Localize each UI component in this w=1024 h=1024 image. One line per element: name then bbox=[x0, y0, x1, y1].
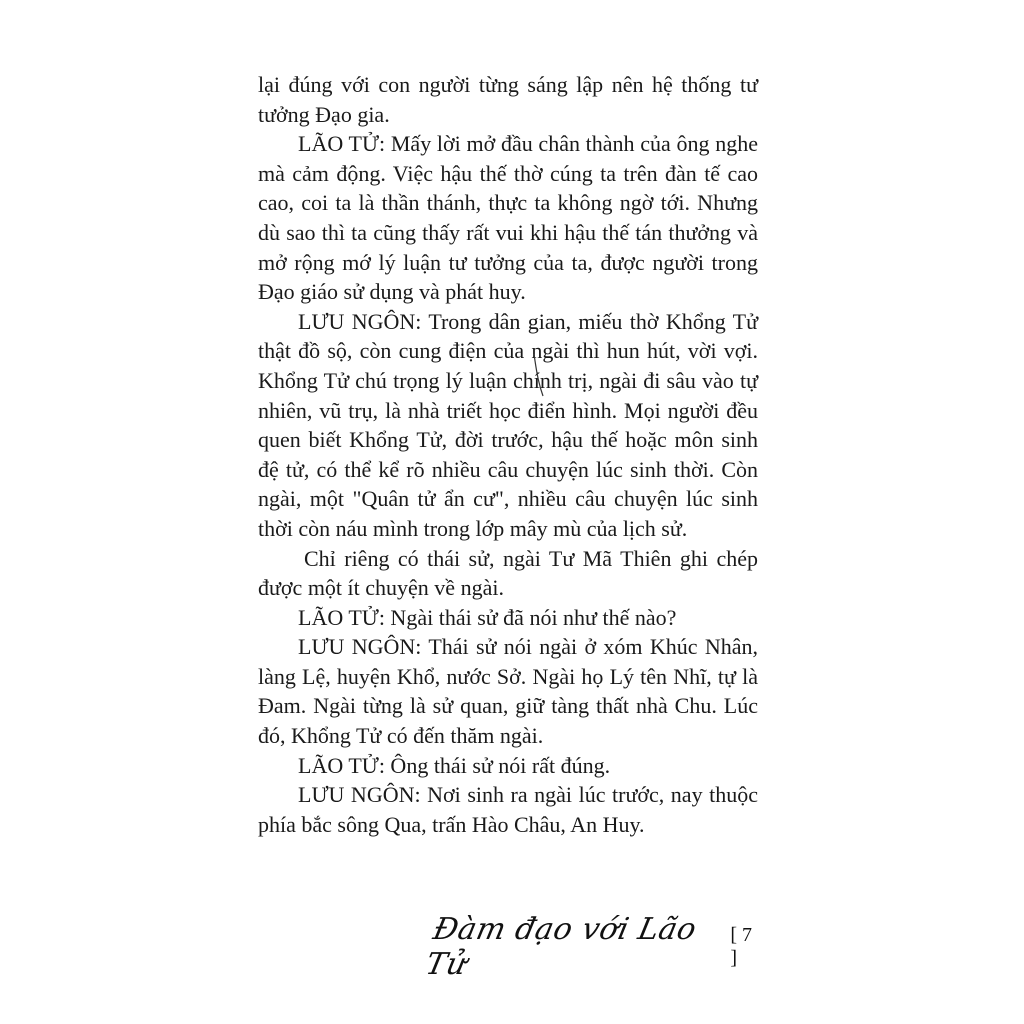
book-title-footer: Đàm đạo với Lão Tử bbox=[422, 912, 700, 982]
paragraph-thai-su: Chỉ riêng có thái sử, ngài Tư Mã Thiên ghi chép được một ít chuyện về ngài. bbox=[258, 545, 758, 601]
paragraph-luu-ngon-2: LƯU NGÔN: Thái sử nói ngài ở xóm Khúc Nhân, làng Lệ, huyện Khổ, nước Sở. Ngài họ Lý tên Nhĩ, tự là Đam. Ngài từng là sử quan, giữ tàng thất nhà Chu. Lúc đó, Khổng Tử có đến thăm ngài. bbox=[258, 634, 758, 749]
paragraph-lao-tu-3: LÃO TỬ: Ông thái sử nói rất đúng. bbox=[298, 752, 611, 778]
paragraph-intro: lại đúng với con người từng sáng lập nên hệ thống tư tưởng Đạo gia. bbox=[258, 72, 758, 127]
paragraph-lao-tu-2: LÃO TỬ: Ngài thái sử đã nói như thế nào? bbox=[298, 604, 677, 630]
paragraph-lao-tu-1: LÃO TỬ: Mấy lời mở đầu chân thành của ông nghe mà cảm động. Việc hậu thế thờ cúng ta trên đàn tế cao cao, coi ta là thần thánh, thực ta không ngờ tới. Nhưng dù sao thì ta cũng thấy rất vui khi hậu thế tán thưởng và mở rộng mớ lý luận tư tưởng của ta, được người trong Đạo giáo sử dụng và phát huy. bbox=[258, 131, 758, 305]
book-page-text bbox=[258, 70, 758, 839]
pen-stroke-mark bbox=[532, 352, 546, 400]
paragraph-luu-ngon-1: LƯU NGÔN: Trong dân gian, miếu thờ Khổng Tử thật đồ sộ, còn cung điện của ngài thì hun hút, vời vợi. Khổng Tử chú trọng lý luận chính trị, ngài đi sâu vào tự nhiên, vũ trụ, là nhà triết học điển hình. Mọi người đều quen biết Khổng Tử, đời trước, hậu thế hoặc môn sinh đệ tử, có thể kể rõ nhiều câu chuyện lúc sinh thời. Còn ngài, một "Quân tử ẩn cư", nhiều câu chuyện lúc sinh thời còn náu mình trong lớp mây mù của lịch sử. bbox=[258, 308, 758, 541]
paragraph-luu-ngon-3: LƯU NGÔN: Nơi sinh ra ngài lúc trước, nay thuộc phía bắc sông Qua, trấn Hào Châu, An Huy. bbox=[258, 782, 758, 837]
page-footer bbox=[422, 912, 760, 982]
page-number: [ 7 ] bbox=[730, 924, 752, 969]
